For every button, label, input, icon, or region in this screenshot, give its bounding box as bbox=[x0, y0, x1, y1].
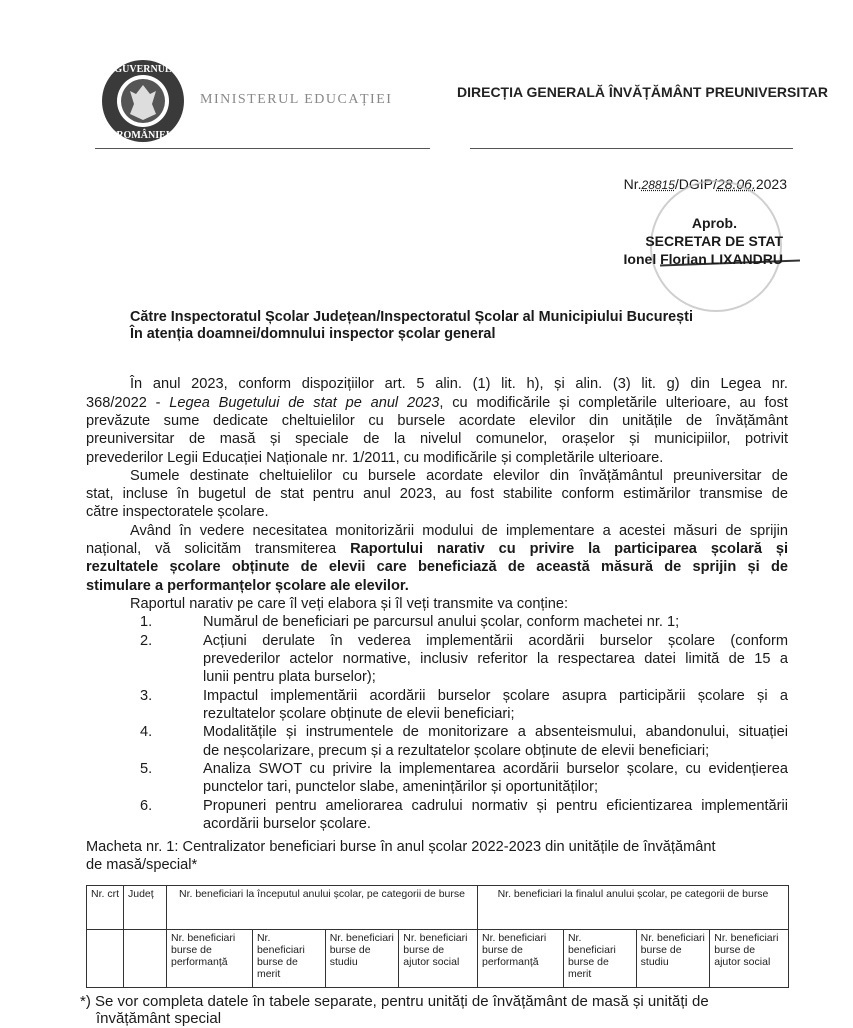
approver-name: Ionel Florian LIXANDRU bbox=[623, 251, 783, 267]
macheta-title: de masă/special* bbox=[86, 857, 198, 873]
addressee-line: Către Inspectoratul Școlar Județean/Inspectoratul Școlar al Municipiului București bbox=[130, 309, 693, 325]
paragraph-line: rezultatele școlare obținute de elevii care beneficiază de această măsură de sprijin și de bbox=[86, 559, 788, 575]
list-item: Analiza SWOT cu privire la implementarea acordării burselor școlare, cu evidențierea bbox=[203, 761, 788, 777]
list-number: 3. bbox=[140, 688, 153, 704]
list-item: acordării burselor școlare. bbox=[203, 816, 371, 832]
approval-label: Aprob. bbox=[691, 215, 737, 231]
subheader: Nr. beneficiari burse de ajutor social bbox=[399, 930, 478, 988]
subheader: Nr. beneficiari burse de merit bbox=[252, 930, 325, 988]
col-judet: Județ bbox=[124, 886, 167, 930]
paragraph-line: Având în vedere necesitatea monitorizării modului de implementare a acestei măsuri de sprijin bbox=[130, 523, 788, 539]
government-seal bbox=[100, 58, 186, 144]
header-divider-right bbox=[470, 148, 793, 149]
ministry-name: MINISTERUL EDUCAȚIEI bbox=[200, 92, 393, 107]
paragraph-line: stat, incluse în bugetul de stat pentru anul 2023, au fost stabilite conform estimărilor transmise de bbox=[86, 486, 788, 502]
paragraph-line: În anul 2023, conform dispozițiilor art. 5 alin. (1) lit. h), și alin. (3) lit. g) din Legea nr. bbox=[130, 376, 788, 392]
list-item: punctelor tari, punctelor slabe, amenințărilor și oportunităților; bbox=[203, 779, 599, 795]
list-item: lunii pentru plata burselor); bbox=[203, 669, 376, 685]
list-item: Modalitățile și instrumentele de monitorizare a absenteismului, abandonului, situației bbox=[203, 724, 788, 740]
handwritten-date: 28.06. bbox=[716, 176, 756, 192]
list-item: Propuneri pentru ameliorarea cadrului normativ și pentru eficientizarea implementării bbox=[203, 798, 788, 814]
footnote: învățământ special bbox=[96, 1010, 222, 1027]
empty-cell bbox=[124, 930, 167, 988]
list-number: 1. bbox=[140, 614, 153, 630]
group-end-year: Nr. beneficiari la finalul anului școlar, pe categorii de burse bbox=[477, 886, 788, 930]
paragraph-line: stimulare a performanțelor școlare ale elevilor. bbox=[86, 578, 409, 594]
beneficiaries-table bbox=[86, 885, 789, 988]
directorate-name: DIRECȚIA GENERALĂ ÎNVĂȚĂMÂNT PREUNIVERSITAR bbox=[457, 84, 829, 100]
paragraph-line: prevăzute sume dedicate cheltuielilor cu bursele acordate elevilor din unitățile de învățământ bbox=[86, 413, 788, 429]
list-item: rezultatelor școlare obținute de elevii beneficiari; bbox=[203, 706, 515, 722]
group-start-year: Nr. beneficiari la începutul anului școlar, pe categorii de burse bbox=[167, 886, 478, 930]
subheader: Nr. beneficiari burse de studiu bbox=[325, 930, 399, 988]
header-divider-left bbox=[95, 148, 430, 149]
list-item: Acțiuni derulate în vederea implementării acordării burselor școlare (conform bbox=[203, 633, 788, 649]
subheader: Nr. beneficiari burse de performanță bbox=[477, 930, 563, 988]
list-item: prevederilor actelor normative, inclusiv referitor la respectarea datei limită de 15 a bbox=[203, 651, 788, 667]
list-number: 4. bbox=[140, 724, 153, 740]
list-item: Numărul de beneficiari pe parcursul anului școlar, conform machetei nr. 1; bbox=[203, 614, 680, 630]
list-number: 2. bbox=[140, 633, 153, 649]
empty-cell bbox=[87, 930, 124, 988]
paragraph-line: Raportul narativ pe care îl veți elabora și îl veți transmite va conține: bbox=[130, 596, 569, 612]
handwritten-number: 28815 bbox=[641, 178, 675, 192]
approval-block bbox=[624, 214, 783, 268]
paragraph-line: preuniversitar de masă și speciale de la nivelul comunelor, orașelor și municipiilor, potrivit bbox=[86, 431, 788, 447]
registration-number: Nr.28815/DGIP/28.06.2023 bbox=[623, 176, 787, 192]
list-item: Impactul implementării acordării burselor școlare asupra participării școlare și a bbox=[203, 688, 788, 704]
paragraph-line: către inspectoratele școlare. bbox=[86, 504, 269, 520]
list-item: de neșcolarizare, precum și a rezultatelor școlare obținute de elevii beneficiari; bbox=[203, 743, 710, 759]
paragraph-line: 368/2022 - Legea Bugetului de stat pe anul 2023, cu modificările și completările ulterioare, au fost bbox=[86, 395, 788, 411]
svg-text:ROMÂNIEI: ROMÂNIEI bbox=[116, 130, 170, 141]
subheader: Nr. beneficiari burse de studiu bbox=[636, 930, 710, 988]
footnote: *) Se vor completa datele în tabele separate, pentru unități de învățământ de masă și unități de bbox=[80, 993, 709, 1010]
svg-text:GUVERNUL: GUVERNUL bbox=[114, 64, 172, 75]
subheader: Nr. beneficiari burse de performanță bbox=[167, 930, 253, 988]
approver-title: SECRETAR DE STAT bbox=[645, 233, 783, 249]
attention-line: În atenția doamnei/domnului inspector școlar general bbox=[130, 326, 496, 342]
list-number: 6. bbox=[140, 798, 153, 814]
paragraph-line: prevederilor Legii Educației Naționale nr. 1/2011, cu modificările și completările ulterioare. bbox=[86, 450, 664, 466]
col-nr-crt: Nr. crt bbox=[87, 886, 124, 930]
paragraph-line: național, vă solicităm transmiterea Raportului narativ cu privire la participarea școlară și bbox=[86, 541, 788, 557]
macheta-title: Macheta nr. 1: Centralizator beneficiari burse în anul școlar 2022-2023 din unitățile de învățământ bbox=[86, 839, 716, 855]
paragraph-line: Sumele destinate cheltuielilor cu bursele acordate elevilor din învățământul preuniversitar de bbox=[130, 468, 788, 484]
list-number: 5. bbox=[140, 761, 153, 777]
subheader: Nr. beneficiari burse de ajutor social bbox=[710, 930, 789, 988]
subheader: Nr. beneficiari burse de merit bbox=[563, 930, 636, 988]
